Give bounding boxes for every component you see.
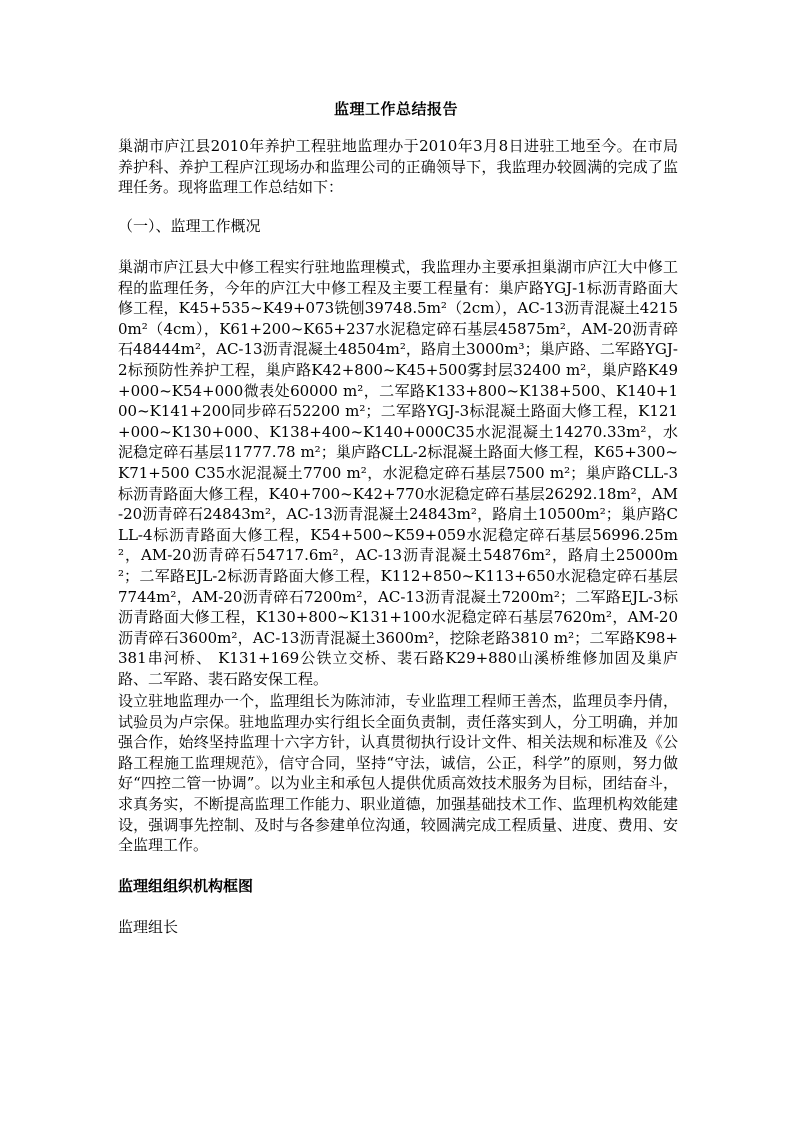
org-chart-heading: 监理组组织机构框图 bbox=[118, 877, 254, 895]
staff-paragraph: 设立驻地监理办一个，监理组长为陈沛沛，专业监理工程师王善杰，监理员李丹倩，试验员为卢宗保。驻地监理办实行组长全面负责制，责任落实到人，分工明确，并加强合作，始终坚持监理十六字方针，认真贯彻执行设计文件、相关法规和标准及《公路工程施工监理规范》，信守合同，坚持“守法，诚信，公正，科学”的原则，努力做好“四控二管一协调”。以为业主和承包人提供优质高效技术服务为目标，团结奋斗，求真务实，不断提高监理工作能力、职业道德，加强基础技术工作、监理机构效能建设，强调事先控制、及时与各参建单位沟通，较圆满完成工程质量、进度、费用、安全监理工作。 bbox=[118, 692, 678, 855]
overview-paragraph: 巢湖市庐江县大中修工程实行驻地监理模式，我监理办主要承担巢湖市庐江大中修工程的监理任务，今年的庐江大中修工程及主要工程量有：巢庐路YGJ-1标沥青路面大修工程，K45+535~K49+073铣刨39748.5m²（2cm），AC-13沥青混凝土42150m²（4cm），K61+200~K65+237水泥稳定碎石基层45875m²，AM-20沥青碎石48444m²，AC-13沥青混凝土48504m²，路肩土3000m³；巢庐路、二军路YGJ-2标预防性养护工程，巢庐路K42+800~K45+500雾封层32400 m²，巢庐路K49+000~K54+000微表处60000 m²，二军路K133+800~K138+500、K140+100~K141+200同步碎石52200 m²；二军路YGJ-3标混凝土路面大修工程，K121+000~K130+000、K138+400~K140+000C35水泥混凝土14270.33m²，水泥稳定碎石基层11777.78 m²；巢庐路CLL-2标混凝土路面大修工程，K65+300~K71+500 C35水泥混凝土7700 m²，水泥稳定碎石基层7500 m²；巢庐路CLL-3标沥青路面大修工程，K40+700~K42+770水泥稳定碎石基层26292.18m²，AM-20沥青碎石24843m²，AC-13沥青混凝土24843m²，路肩土10500m²；巢庐路CLL-4标沥青路面大修工程，K54+500~K59+059水泥稳定碎石基层56996.25m²，AM-20沥青碎石54717.6m²，AC-13沥青混凝土54876m²，路肩土25000m²；二军路EJL-2标沥青路面大修工程，K112+850~K113+650水泥稳定碎石基层7744m²，AM-20沥青碎石7200m²，AC-13沥青混凝土7200m²；二军路EJL-3标沥青路面大修工程，K130+800~K131+100水泥稳定碎石基层7620m²，AM-20沥青碎石3600m²，AC-13沥青混凝土3600m²，挖除老路3810 m²；二军路K98+381串河桥、 K131+169公铁立交桥、裴石路K29+880山溪桥维修加固及巢庐路、二军路、裴石路安保工程。 bbox=[118, 258, 678, 688]
org-chart-item-leader: 监理组长 bbox=[118, 918, 179, 936]
intro-paragraph: 巢湖市庐江县2010年养护工程驻地监理办于2010年3月8日进驻工地至今。在市局养护科、养护工程庐江现场办和监理公司的正确领导下，我监理办较圆满的完成了监理任务。现将监理工作总结如下： bbox=[118, 137, 678, 197]
section-heading-overview: （一）、监理工作概况 bbox=[118, 217, 261, 235]
document-title: 监理工作总结报告 bbox=[334, 100, 459, 118]
